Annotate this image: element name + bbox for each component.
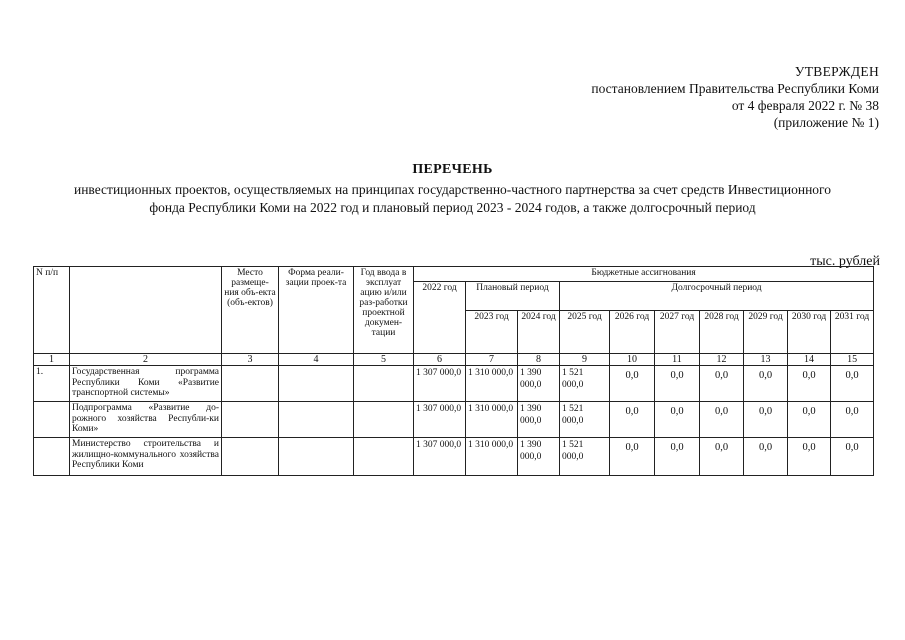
header-year: Год ввода в эксплуат ацию и/или раз-работки проектной докумен-тации <box>354 267 414 354</box>
row-num <box>34 438 70 476</box>
value-2030: 0,0 <box>788 366 831 402</box>
column-number: 4 <box>279 354 354 366</box>
column-numbers-row <box>34 354 874 366</box>
value-2028: 0,0 <box>700 438 744 476</box>
header-place: Место размеще-ния объ-екта (объ-ектов) <box>222 267 279 354</box>
row-form <box>279 438 354 476</box>
value-2024: 1 390 000,0 <box>518 366 560 402</box>
row-form <box>279 366 354 402</box>
approval-appendix: (приложение № 1) <box>773 115 879 130</box>
value-2026: 0,0 <box>610 438 655 476</box>
value-2025: 1 521 000,0 <box>560 366 610 402</box>
table-row <box>34 402 874 438</box>
row-name: Министерство строительства и жилищно-коммунального хозяйства Республики Коми <box>70 438 222 476</box>
document-description: инвестиционных проектов, осуществляемых на принципах государственно-частного партнерства за счет средств Инвестиционного фонда Республики Коми на 2022 год и плановый период 2023 - 2024 годов, а также долгосрочный период <box>73 182 831 215</box>
column-number: 5 <box>354 354 414 366</box>
value-2029: 0,0 <box>744 402 788 438</box>
projects-table <box>33 266 874 476</box>
value-2024: 1 390 000,0 <box>518 438 560 476</box>
document-title <box>0 0 905 217</box>
value-2023: 1 310 000,0 <box>466 366 518 402</box>
value-2026: 0,0 <box>610 402 655 438</box>
value-2022: 1 307 000,0 <box>414 402 466 438</box>
row-name: Государственная программа Республики Коми «Развитие транспортной системы» <box>70 366 222 402</box>
table-row <box>34 366 874 402</box>
header-planned: Плановый период <box>466 282 560 311</box>
value-2028: 0,0 <box>700 402 744 438</box>
column-number: 9 <box>560 354 610 366</box>
header-name <box>70 267 222 354</box>
header-2027: 2027 год <box>655 311 700 354</box>
row-year <box>354 402 414 438</box>
column-number: 1 <box>34 354 70 366</box>
value-2022: 1 307 000,0 <box>414 366 466 402</box>
row-place <box>222 438 279 476</box>
header-budget: Бюджетные ассигнования <box>414 267 874 282</box>
row-year <box>354 438 414 476</box>
value-2031: 0,0 <box>831 402 874 438</box>
header-2023: 2023 год <box>466 311 518 354</box>
row-name: Подпрограмма «Развитие до-рожного хозяйства Республи-ки Коми» <box>70 402 222 438</box>
column-number: 10 <box>610 354 655 366</box>
column-number: 11 <box>655 354 700 366</box>
value-2023: 1 310 000,0 <box>466 402 518 438</box>
value-2023: 1 310 000,0 <box>466 438 518 476</box>
table-row <box>34 438 874 476</box>
value-2028: 0,0 <box>700 366 744 402</box>
value-2027: 0,0 <box>655 402 700 438</box>
value-2030: 0,0 <box>788 438 831 476</box>
header-2029: 2029 год <box>744 311 788 354</box>
document-heading: ПЕРЕЧЕНЬ <box>412 162 493 177</box>
header-row-1 <box>34 267 874 282</box>
row-num <box>34 402 70 438</box>
value-2030: 0,0 <box>788 402 831 438</box>
column-number: 6 <box>414 354 466 366</box>
value-2031: 0,0 <box>831 366 874 402</box>
header-2026: 2026 год <box>610 311 655 354</box>
value-2027: 0,0 <box>655 438 700 476</box>
header-2024: 2024 год <box>518 311 560 354</box>
approval-title: УТВЕРЖДЕН <box>794 64 879 79</box>
row-num: 1. <box>34 366 70 402</box>
header-form: Форма реали-зации проек-та <box>279 267 354 354</box>
header-2025: 2025 год <box>560 311 610 354</box>
value-2022: 1 307 000,0 <box>414 438 466 476</box>
header-num: N п/п <box>34 267 70 354</box>
column-number: 8 <box>518 354 560 366</box>
row-place <box>222 366 279 402</box>
value-2025: 1 521 000,0 <box>560 438 610 476</box>
row-place <box>222 402 279 438</box>
value-2031: 0,0 <box>831 438 874 476</box>
column-number: 15 <box>831 354 874 366</box>
row-year <box>354 366 414 402</box>
row-form <box>279 402 354 438</box>
value-2029: 0,0 <box>744 366 788 402</box>
approval-decree: постановлением Правительства Республики Коми <box>591 81 879 96</box>
units-label: тыс. рублей <box>810 254 880 269</box>
header-2028: 2028 год <box>700 311 744 354</box>
header-longterm: Долгосрочный период <box>560 282 874 311</box>
column-number: 2 <box>70 354 222 366</box>
value-2025: 1 521 000,0 <box>560 402 610 438</box>
header-2031: 2031 год <box>831 311 874 354</box>
approval-date: от 4 февраля 2022 г. № 38 <box>731 98 879 113</box>
value-2026: 0,0 <box>610 366 655 402</box>
column-number: 12 <box>700 354 744 366</box>
value-2029: 0,0 <box>744 438 788 476</box>
value-2027: 0,0 <box>655 366 700 402</box>
column-number: 7 <box>466 354 518 366</box>
column-number: 14 <box>788 354 831 366</box>
value-2024: 1 390 000,0 <box>518 402 560 438</box>
header-2022: 2022 год <box>414 282 466 354</box>
column-number: 3 <box>222 354 279 366</box>
column-number: 13 <box>744 354 788 366</box>
header-2030: 2030 год <box>788 311 831 354</box>
